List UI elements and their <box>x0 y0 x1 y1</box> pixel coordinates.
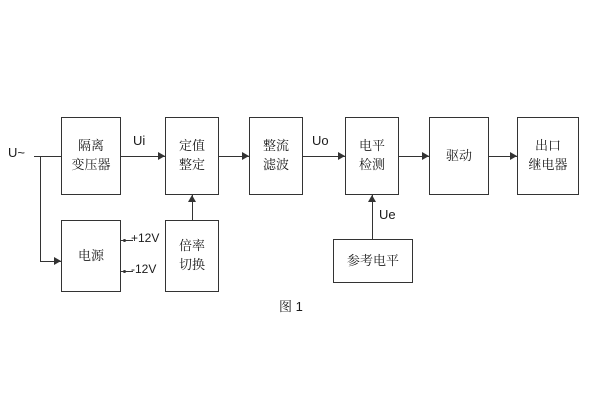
block-multiplier-switch-line2: 切换 <box>178 257 205 272</box>
figure-caption: 图 1 <box>279 299 303 314</box>
arrowhead-to-power-supply <box>54 257 61 265</box>
block-multiplier-switch-line1: 倍率 <box>178 238 205 254</box>
block-isolation-transformer <box>61 117 121 195</box>
node-dot-minus12 <box>123 270 126 273</box>
block-multiplier-switch <box>165 220 219 292</box>
block-output-relay <box>517 117 579 195</box>
block-level-detect-line1: 电平 <box>358 138 385 154</box>
block-power-supply-line1: 电源 <box>77 247 104 263</box>
block-output-relay-line2: 继电器 <box>528 157 568 172</box>
node-dot-plus12 <box>123 239 126 242</box>
block-level-detect <box>345 117 399 195</box>
block-isolation-transformer-line1: 隔离 <box>77 138 104 154</box>
input-label-u: U~ <box>8 145 25 160</box>
signal-label-ue: Ue <box>379 207 396 222</box>
arrowhead-to-output-relay <box>510 152 517 160</box>
block-setting-adjust-line1: 定值 <box>178 138 205 154</box>
block-isolation-transformer-line2: 变压器 <box>71 157 111 172</box>
block-reference-level <box>333 239 413 283</box>
block-setting-adjust-line2: 整定 <box>178 157 205 172</box>
arrowhead-to-setting-adjust <box>188 195 196 202</box>
arrowhead-to-setting <box>158 152 165 160</box>
signal-label-uo: Uo <box>312 133 329 148</box>
block-rectify-filter-line1: 整流 <box>262 138 289 154</box>
block-drive <box>429 117 489 195</box>
arrowhead-to-rectify <box>242 152 249 160</box>
signal-label-ui: Ui <box>133 133 146 148</box>
rail-label-plus12: +12V <box>131 231 160 245</box>
block-setting-adjust <box>165 117 219 195</box>
wire-input-branch-vertical <box>40 156 41 261</box>
wire-input-to-isolation <box>34 156 61 157</box>
arrowhead-to-drive <box>422 152 429 160</box>
rail-label-minus12: -12V <box>131 262 157 276</box>
block-drive-line1: 驱动 <box>445 147 472 163</box>
block-rectify-filter-line2: 滤波 <box>262 157 289 172</box>
block-reference-level-line1: 参考电平 <box>346 252 399 268</box>
block-level-detect-line2: 检测 <box>358 157 385 172</box>
block-power-supply <box>61 220 121 292</box>
arrowhead-to-level-detect <box>338 152 345 160</box>
block-rectify-filter <box>249 117 303 195</box>
block-output-relay-line1: 出口 <box>534 138 561 154</box>
arrowhead-to-level-detect-bottom <box>368 195 376 202</box>
